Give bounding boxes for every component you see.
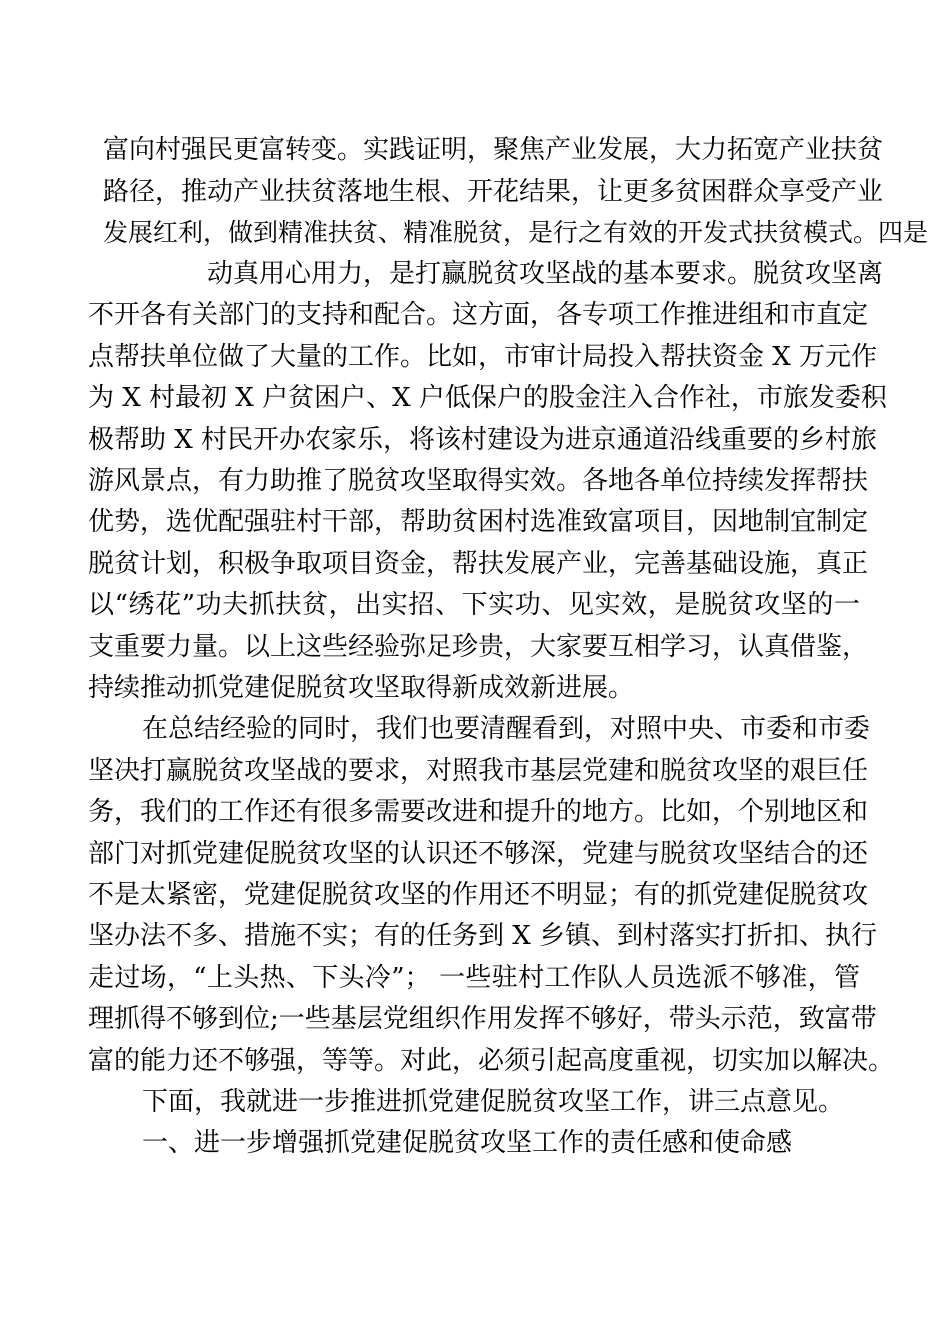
text-line: 不是太紧密，党建促脱贫攻坚的作用还不明显；有的抓党建促脱贫攻 xyxy=(88,880,869,910)
text-line: 动真用心用力，是打赢脱贫攻坚战的基本要求。脱贫攻坚离 xyxy=(207,259,884,289)
text-line: 为 X 村最初 X 户贫困户、X 户低保户的股金注入合作社，市旅发委积 xyxy=(88,383,887,413)
text-line: 发展红利，做到精准扶贫、精准脱贫，是行之有效的开发式扶贫模式。四是 xyxy=(103,218,929,247)
text-line: 务，我们的工作还有很多需要改进和提升的地方。比如，个别地区和 xyxy=(88,797,869,827)
text-line: 脱贫计划，积极争取项目资金，帮扶发展产业，完善基础设施，真正 xyxy=(88,549,869,579)
text-line: 点帮扶单位做了大量的工作。比如，市审计局投入帮扶资金 X 万元作 xyxy=(88,342,878,372)
text-line: 富向村强民更富转变。实践证明，聚焦产业发展，大力拓宽产业扶贫 xyxy=(103,135,884,165)
section-heading: 一、进一步增强抓党建促脱贫攻坚工作的责任感和使命感 xyxy=(142,1128,793,1158)
text-line: 坚办法不多、措施不实；有的任务到 X 乡镇、到村落实打折扣、执行 xyxy=(88,921,878,951)
text-line: 部门对抓党建促脱贫攻坚的认识还不够深，党建与脱贫攻坚结合的还 xyxy=(88,839,869,869)
text-line: 游风景点，有力助推了脱贫攻坚取得实效。各地各单位持续发挥帮扶 xyxy=(88,466,869,496)
text-line: 富的能力还不够强，等等。对此，必须引起高度重视，切实加以解决。 xyxy=(88,1046,895,1076)
paragraph-first-line: 下面，我就进一步推进抓党建促脱贫攻坚工作，讲三点意见。 xyxy=(142,1087,845,1117)
text-line: 优势，选优配强驻村干部，帮助贫困村选准致富项目，因地制宜制定 xyxy=(88,507,869,537)
text-line: 理抓得不够到位;一些基层党组织作用发挥不够好，带头示范，致富带 xyxy=(88,1004,877,1034)
text-line: 路径，推动产业扶贫落地生根、开花结果，让更多贫困群众享受产业 xyxy=(103,177,884,207)
text-line: 持续推动抓党建促脱贫攻坚取得新成效新进展。 xyxy=(88,673,635,703)
text-line: 以“绣花”功夫抓扶贫，出实招、下实功、见实效，是脱贫攻坚的一 xyxy=(88,590,860,620)
text-line: 走过场，“上头热、下头冷”； 一些驻村工作队人员选派不够准，管 xyxy=(88,963,860,993)
text-line: 支重要力量。以上这些经验弥足珍贵，大家要互相学习，认真借鉴， xyxy=(88,632,869,662)
text-line: 不开各有关部门的支持和配合。这方面，各专项工作推进组和市直定 xyxy=(88,300,869,330)
paragraph-first-line: 在总结经验的同时，我们也要清醒看到，对照中央、市委和市委 xyxy=(142,714,871,744)
text-line: 极帮助 X 村民开办农家乐，将该村建设为进京通道沿线重要的乡村旅 xyxy=(88,425,878,455)
text-line: 坚决打赢脱贫攻坚战的要求，对照我市基层党建和脱贫攻坚的艰巨任 xyxy=(88,756,869,786)
